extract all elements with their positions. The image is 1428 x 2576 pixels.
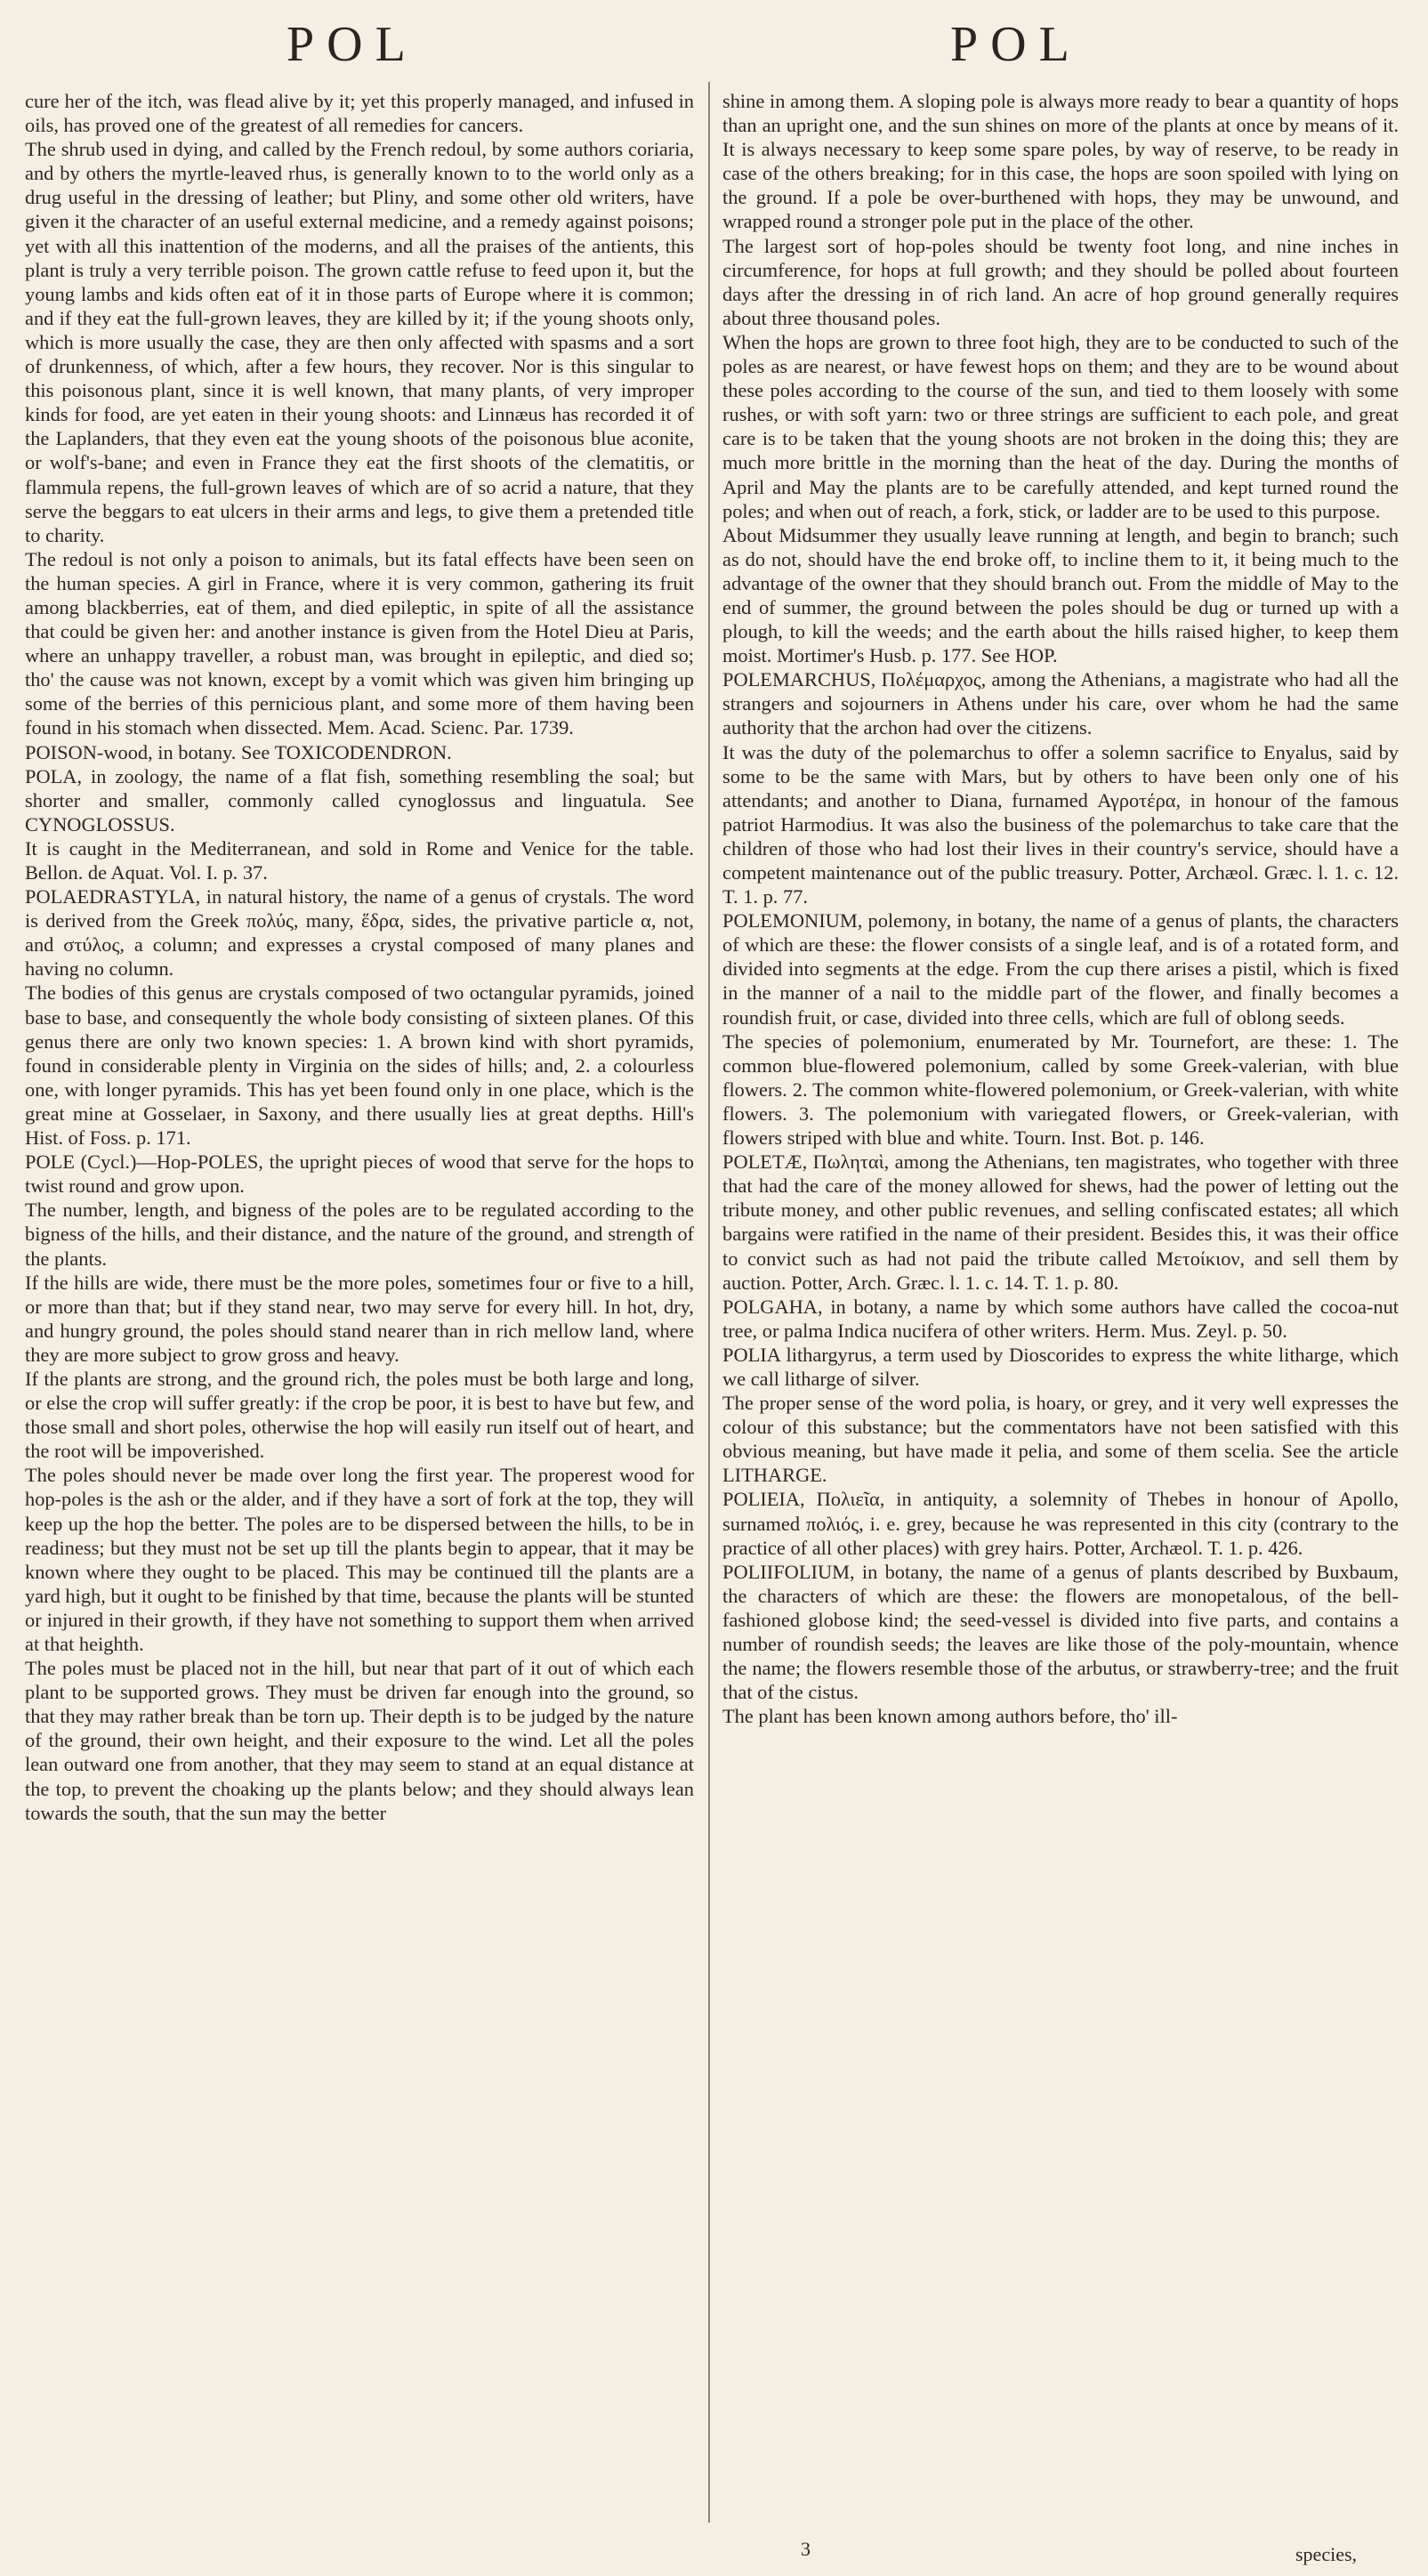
column-divider xyxy=(708,82,710,2523)
paragraph: The poles must be placed not in the hill, but near that part of it out of which each plant to be supported grows. They must be driven far enough into the ground, so that they may rather break than be torn up. Their depth is to be judged by the nature of the ground, their own height, and their exposure to the wind. Let all the poles lean outward one from another, that they may seem to stand at an equal distance at the top, to prevent the choaking up the plants below; and they should always lean towards the south, that the sun may the better xyxy=(25,1657,694,1824)
entry-polemarchus: POLEMARCHUS, Πολέμαρχος, among the Athenians, a magistrate who had all the strangers and sojourners in Athens under his care, over whom he had the same authority that the archon had over the citizens. xyxy=(722,668,1399,739)
paragraph: It is caught in the Mediterranean, and sold in Rome and Venice for the table. Bellon. de Aquat. Vol. I. p. 37. xyxy=(25,836,694,884)
paragraph: The poles should never be made over long the first year. The properest wood for hop-poles is the ash or the alder, and if they have a sort of fork at the top, they will keep up the hop the better. The poles are to be dispersed between the hills, to be in readiness; but they must not be set up till the plants begin to appear, that it may be known where they ought to be placed. This may be continued till the plants are a yard high, but it ought to be finished by that time, because the plants will be stunted or injured in their growth, if they have not something to support them when arrived at that heighth. xyxy=(25,1464,694,1655)
catchword: species, xyxy=(1295,2543,1358,2565)
signature-mark: 3 xyxy=(801,2538,811,2560)
paragraph: The redoul is not only a poison to animals, but its fatal effects have been seen on the human species. A girl in France, where it is very common, gathering its fruit among blackberries, eat of them, and died epileptic, in spite of all the assistance that could be given her: and another instance is given from the Hotel Dieu at Paris, where an unhappy traveller, a robust man, was brought in epileptic, and died so; tho' the cause was not known, except by a vomit which was given him bringing up some of the berries of this pernicious plant, and some more of them having been found in his stomach when dissected. Mem. Acad. Scienc. Par. 1739. xyxy=(25,547,694,739)
paragraph: The bodies of this genus are crystals composed of two octangular pyramids, joined base to base, and consequently the whole body consisting of sixteen planes. Of this genus there are only two known species: 1. A brown kind with short pyramids, found in considerable plenty in Virginia on the sides of hills; and, 2. a colourless one, with longer pyramids. This has yet been found only in one place, which is the great mine at Gosselaer, in Saxony, and there usually lies at great depths. Hill's Hist. of Foss. p. 171. xyxy=(25,981,694,1150)
left-column xyxy=(25,89,694,1825)
entry-poletae: POLETÆ, Πωληταὶ, among the Athenians, ten magistrates, who together with three that had the care of the money allowed for shews, had the power of letting out the tribute money, and other public revenues, and selling confiscated estates; all which bargains were ratified in the name of their president. Besides this, it was their office to convict such as had not paid the tribute called Μετοίκιον, and sell them by auction. Potter, Arch. Græc. l. 1. c. 14. T. 1. p. 80. xyxy=(722,1151,1399,1294)
paragraph: If the plants are strong, and the ground rich, the poles must be both large and long, or else the crop will suffer greatly: if the crop be poor, it is best to have but few, and those small and short poles, otherwise the hop will easily run itself out of heart, and the root will be impoverished. xyxy=(25,1367,694,1463)
running-header xyxy=(0,16,1428,78)
paragraph: About Midsummer they usually leave running at length, and begin to branch; such as do not, should have the end broke off, to incline them to it, it being much to the advantage of the owner that they should branch out. From the middle of May to the end of summer, the ground between the poles should be dug or turned up with a plough, to kill the weeds; and the earth about the hills raised higher, to keep them moist. Mortimer's Husb. p. 177. See HOP. xyxy=(722,523,1399,667)
paragraph: The largest sort of hop-poles should be twenty foot long, and nine inches in circumference, for hops at full growth; and they should be polled about fourteen days after the dressing in of rich land. An acre of hop ground generally requires about three thousand poles. xyxy=(722,234,1399,329)
running-head-left: POL xyxy=(286,17,418,72)
paragraph: cure her of the itch, was flead alive by it; yet this properly managed, and infused in oils, has proved one of the greatest of all remedies for cancers. xyxy=(25,90,694,137)
entry-polemonium: POLEMONIUM, polemony, in botany, the name of a genus of plants, the characters of which are these: the flower consists of a single leaf, and is of a rotated form, and divided into segments at the edge. From the cup there arises a pistil, which is fixed in the manner of a nail to the middle part of the flower, and finally becomes a roundish fruit, or case, divided into three cells, which are full of oblong seeds. xyxy=(722,909,1399,1029)
entry-polgaha: POLGAHA, in botany, a name by which some authors have called the cocoa-nut tree, or palma Indica nucifera of other writers. Herm. Mus. Zeyl. p. 50. xyxy=(722,1295,1399,1342)
paragraph: shine in among them. A sloping pole is always more ready to bear a quantity of hops than an upright one, and the sun shines on more of the plants at once by means of it. It is always necessary to keep some spare poles, by way of reserve, to be ready in case of the others breaking; for in this case, the hops are soon spoiled with lying on the ground. If a pole be over-burthened with hops, they may be unwound, and wrapped round a stronger pole put in the place of the other. xyxy=(722,90,1399,233)
entry-pola: POLA, in zoology, the name of a flat fish, something resembling the soal; but shorter and smaller, commonly called cynoglossus and linguatula. See CYNOGLOSSUS. xyxy=(25,764,694,836)
paragraph: The species of polemonium, enumerated by Mr. Tournefort, are these: 1. The common blue-flowered polemonium, called by some Greek-valerian, with blue flowers. 2. The common white-flowered polemonium, or Greek-valerian, with white flowers. 3. The polemonium with variegated flowers, or Greek-valerian, with flowers striped with blue and white. Tourn. Inst. Bot. p. 146. xyxy=(722,1030,1399,1150)
right-column xyxy=(722,89,1399,1728)
entry-polaedrastyla: POLAEDRASTYLA, in natural history, the name of a genus of crystals. The word is derived from the Greek πολύς, many, ἕδρα, sides, the privative particle α, not, and στύλος, a column; and expresses a crystal composed of many planes and having no column. xyxy=(25,885,694,981)
entry-pole: POLE (Cycl.)—Hop-POLES, the upright pieces of wood that serve for the hops to twist round and grow upon. xyxy=(25,1151,694,1198)
paragraph: If the hills are wide, there must be the more poles, sometimes four or five to a hill, or more than that; but if they stand near, two may serve for every hill. In hot, dry, and hungry ground, the poles should stand nearer than in rich mellow land, where they are more subject to grow gross and heavy. xyxy=(25,1271,694,1366)
paragraph: The plant has been known among authors before, tho' ill- xyxy=(722,1705,1178,1728)
running-head-right: POL xyxy=(950,17,1082,72)
entry-poliifolium: POLIIFOLIUM, in botany, the name of a genus of plants described by Buxbaum, the characters of which are these: the flowers are monopetalous, of the bell-fashioned globose kind; the seed-vessel is divided into five parts, and contains a number of roundish seeds; the leaves are like those of the poly-mountain, whence the name; the flowers resemble those of the arbutus, or strawberry-tree; and the fruit that of the cistus. xyxy=(722,1560,1399,1704)
paragraph: When the hops are grown to three foot high, they are to be conducted to such of the poles as are nearest, or have fewest hops on them; and they are to be wound about these poles according to the course of the sun, and tied to them loosely with some rushes, or with soft yarn: two or three strings are sufficient to each pole, and great care is to be taken that the young shoots are not broken in the doing this; they are much more brittle in the morning than the heat of the day. During the months of April and May the plants are to be carefully attended, and kept turned round the poles; and when out of reach, a fork, stick, or ladder are to be used to this purpose. xyxy=(722,330,1399,522)
entry-polia: POLIA lithargyrus, a term used by Dioscorides to express the white litharge, which we call litharge of silver. xyxy=(722,1343,1399,1390)
entry-polieia: POLIEIA, Πολιεῖα, in antiquity, a solemnity of Thebes in honour of Apollo, surnamed πολιός, i. e. grey, because he was represented in this city (contrary to the practice of all other places) with grey hairs. Potter, Archæol. T. 1. p. 426. xyxy=(722,1488,1399,1559)
paragraph: The number, length, and bigness of the poles are to be regulated according to the bigness of the hills, and their distance, and the nature of the ground, and strength of the plants. xyxy=(25,1199,694,1270)
paragraph: It was the duty of the polemarchus to offer a solemn sacrifice to Enyalus, said by some to be the same with Mars, but by others to have been only one of his attendants; and another to Diana, furnamed Αγροτέρα, in honour of the famous patriot Harmodius. It was also the business of the polemarchus to take care that the children of those who had lost their lives in their country's service, should have a competent maintenance out of the public treasury. Potter, Archæol. Græc. l. 1. c. 12. T. 1. p. 77. xyxy=(722,740,1399,908)
entry-poison-wood: POISON-wood, in botany. See TOXICODENDRON. xyxy=(25,740,452,763)
paragraph: The proper sense of the word polia, is hoary, or grey, and it very well expresses the colour of this substance; but the commentators have not been satisfied with this obvious meaning, but have made it pelia, and some of them scelia. See the article LITHARGE. xyxy=(722,1392,1399,1487)
paragraph: The shrub used in dying, and called by the French redoul, by some authors coriaria, and by others the myrtle-leaved rhus, is generally known to to the world only as a drug useful in the dressing of leather; but Pliny, and some other old writers, have given it the character of an useful external medicine, and a remedy against poisons; yet with all this inattention of the moderns, and all the praises of the antients, this plant is truly a very terrible poison. The grown cattle refuse to feed upon it, but the young lambs and kids often eat of it in those parts of Europe where it is common; and if they eat the full-grown leaves, they are killed by it; if the young shoots only, which is more usually the case, they are then only affected with spasms and a sort of drunkenness, of which, after a few hours, they recover. Nor is this singular to this poisonous plant, since it is well known, that many plants, of very improper kinds for food, are yet eaten in their young shoots: and Linnæus has recorded it of the Laplanders, that they even eat the young shoots of the poisonous blue aconite, or wolf's-bane; and even in France they eat the first shoots of the clematitis, or flammula repens, the full-grown leaves of which are of so acrid a nature, that they serve the beggars to eat ulcers in their arms and legs, to give them a pretended title to charity. xyxy=(25,138,694,546)
